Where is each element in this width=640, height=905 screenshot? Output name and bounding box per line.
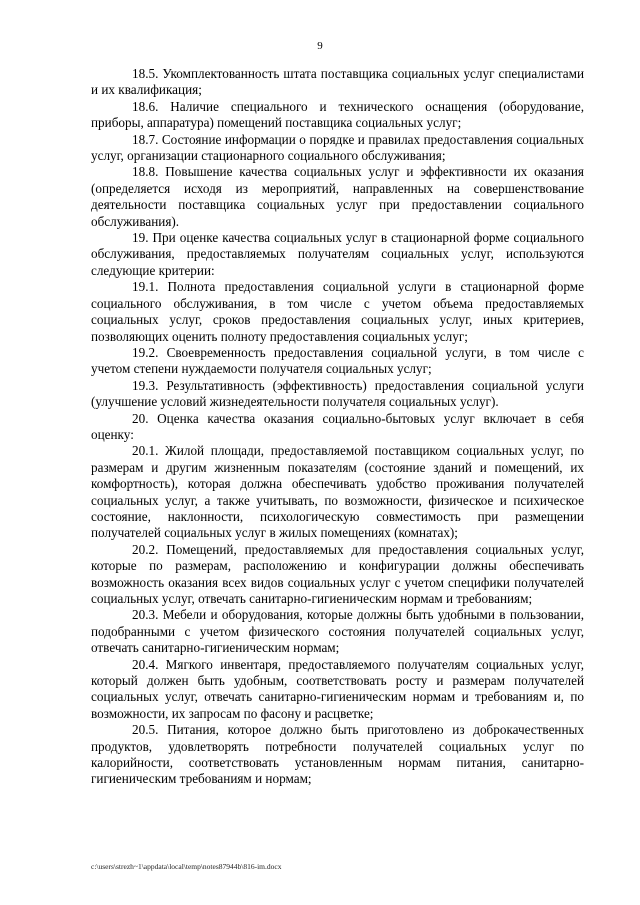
paragraph-18-8: 18.8. Повышение качества социальных услуг и эффективности их оказания (определяется исходя из мероприятий, направленных на совершенствование деятельности поставщика социальных услуг при предоставлении социального обслуживания). [91,164,584,229]
paragraph-20-1: 20.1. Жилой площади, предоставляемой поставщиком социальных услуг, по размерам и другим жизненным показателям (состояние зданий и помещений, их комфортность), которая должна обеспечивать удобство проживания получателей социальных услуг, а также учитывать, по возможности, физическое и психическое состояние, наклонности, психологическую совместимость при размещении получателей социальных услуг в жилых помещениях (комнатах); [91,443,584,541]
paragraph-20-5: 20.5. Питания, которое должно быть приготовлено из доброкачественных продуктов, удовлетворять потребности получателей социальных услуг по калорийности, соответствовать установленным нормам питания, санитарно-гигиеническим требованиям и нормам; [91,722,584,787]
page-number: 9 [317,40,323,52]
paragraph-19: 19. При оценке качества социальных услуг в стационарной форме социального обслуживания, предоставляемых получателям социальных услуг, используются следующие критерии: [91,230,584,278]
paragraph-18-5: 18.5. Укомплектованность штата поставщика социальных услуг специалистами и их квалификация; [91,66,584,98]
paragraph-20-2: 20.2. Помещений, предоставляемых для предоставления социальных услуг, которые по размерам, расположению и конфигурации должны обеспечивать возможность оказания всех видов социальных услуг с учетом специфики получателей социальных услуг, отвечать санитарно-гигиеническим нормам и требованиям; [91,541,584,606]
footer-file-path: c:\users\strezh~1\appdata\local\temp\notes87944b\816-im.docx [91,862,282,871]
document-body [91,66,584,788]
paragraph-19-1: 19.1. Полнота предоставления социальной услуги в стационарной форме социального обслуживания, в том числе с учетом объема предоставляемых социальных услуг, сроков предоставления социальных услуг, иных критериев, позволяющих оценить полноту предоставления социальных услуг; [91,279,584,344]
paragraph-18-7: 18.7. Состояние информации о порядке и правилах предоставления социальных услуг, организации стационарного социального обслуживания; [91,131,584,164]
paragraph-20-4: 20.4. Мягкого инвентаря, предоставляемого получателям социальных услуг, который должен быть удобным, соответствовать росту и размерам получателей социальных услуг, отвечать санитарно-гигиеническим нормам и требованиям и, по возможности, их запросам по фасону и расцветке; [91,656,584,721]
paragraph-19-2: 19.2. Своевременность предоставления социальной услуги, в том числе с учетом степени нуждаемости получателя социальных услуг; [91,344,584,377]
paragraph-20-3: 20.3. Мебели и оборудования, которые должны быть удобными в пользовании, подобранными с учетом физического состояния получателей социальных услуг, отвечать санитарно-гигиеническим нормам; [91,607,584,656]
paragraph-18-6: 18.6. Наличие специального и технического оснащения (оборудование, приборы, аппаратура) помещений поставщика социальных услуг; [91,98,584,131]
paragraph-20: 20. Оценка качества оказания социально-бытовых услуг включает в себя оценку: [91,410,584,442]
paragraph-19-3: 19.3. Результативность (эффективность) предоставления социальной услуги (улучшение условий жизнедеятельности получателя социальных услуг). [91,377,584,410]
